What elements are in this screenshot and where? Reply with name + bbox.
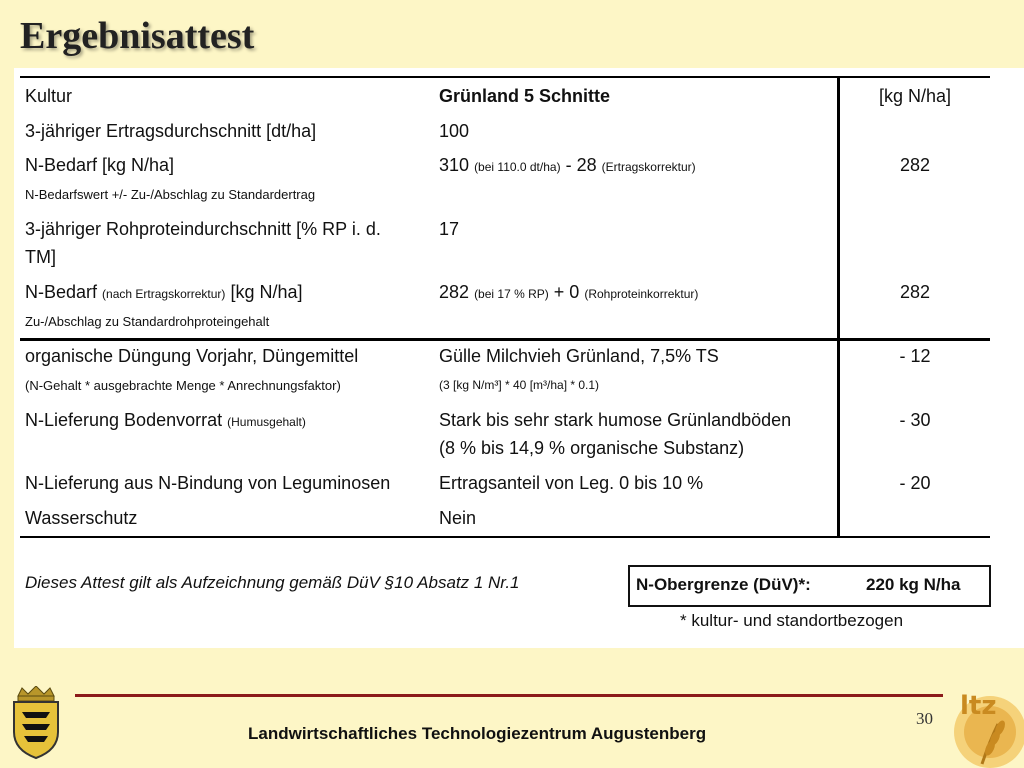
row-value: Stark bis sehr stark humose Grünlandböden xyxy=(439,410,792,430)
row-value: Nein xyxy=(439,508,477,528)
label-main: N-Lieferung Bodenvorrat xyxy=(25,410,223,430)
row-label: organische Düngung Vorjahr, Düngemittel xyxy=(25,346,359,366)
limit-label: N-Obergrenze (DüV)*: xyxy=(636,575,811,594)
ltz-logo-icon xyxy=(940,684,1024,768)
row-label: Wasserschutz xyxy=(25,508,138,528)
value-main: 282 xyxy=(439,282,470,302)
table-bottom-rule xyxy=(20,536,990,538)
row-result: 282 xyxy=(899,282,931,302)
row-result: 282 xyxy=(899,155,931,175)
row-label xyxy=(25,410,306,431)
row-label: 3-jähriger Rohproteindurchschnitt [% RP i. d. xyxy=(25,219,381,239)
row-sublabel: Zu-/Abschlag zu Standardrohproteingehalt xyxy=(25,314,270,329)
table-mid-rule xyxy=(20,338,990,341)
svg-text:ltz: ltz xyxy=(960,691,997,721)
row-value xyxy=(439,155,696,176)
page-number: 30 xyxy=(916,709,933,728)
value-note: (Ertragskorrektur) xyxy=(601,160,696,174)
row-result: - 20 xyxy=(899,473,931,493)
row-sublabel: (N-Gehalt * ausgebrachte Menge * Anrechnungsfaktor) xyxy=(25,378,341,393)
row-value: Ertragsanteil von Leg. 0 bis 10 % xyxy=(439,473,704,493)
row-sublabel: N-Bedarfswert +/- Zu-/Abschlag zu Standardertrag xyxy=(25,187,316,202)
table-top-rule xyxy=(20,76,990,78)
value-main: + 0 xyxy=(553,282,580,302)
row-value: 100 xyxy=(439,121,470,141)
row-label-cont: TM] xyxy=(25,247,56,267)
label-main: [kg N/ha] xyxy=(230,282,303,302)
value-main: 310 xyxy=(439,155,470,175)
row-value-note: (3 [kg N/m³] * 40 [m³/ha] * 0.1) xyxy=(439,378,600,392)
row-label xyxy=(25,282,302,303)
column-divider xyxy=(837,76,840,538)
value-main: - 28 xyxy=(560,155,597,175)
limit-value: 220 kg N/ha xyxy=(866,575,961,594)
row-value-cont: (8 % bis 14,9 % organische Substanz) xyxy=(439,438,745,458)
row-label: 3-jähriger Ertragsdurchschnitt [dt/ha] xyxy=(25,121,317,141)
n-limit-box xyxy=(628,565,991,607)
limit-footnote: * kultur- und standortbezogen xyxy=(680,611,904,630)
row-label: N-Bedarf [kg N/ha] xyxy=(25,155,175,175)
row-value xyxy=(439,282,698,303)
content-panel xyxy=(14,68,1024,648)
row-result: - 30 xyxy=(899,410,931,430)
slide-title: Ergebnisattest xyxy=(20,15,255,57)
coat-of-arms-icon xyxy=(8,686,64,760)
value-note: (Rohproteinkorrektur) xyxy=(584,287,699,301)
footer-organization: Landwirtschaftliches Technologiezentrum Augustenberg xyxy=(248,724,707,743)
row-value: Grünland 5 Schnitte xyxy=(439,86,611,106)
value-note: (bei 110.0 dt/ha) xyxy=(474,160,561,174)
label-note: (nach Ertragskorrektur) xyxy=(102,287,226,301)
footer-rule xyxy=(75,694,943,697)
row-label: N-Lieferung aus N-Bindung von Leguminosen xyxy=(25,473,391,493)
row-label: Kultur xyxy=(25,86,73,106)
value-note: (bei 17 % RP) xyxy=(474,287,549,301)
label-note: (Humusgehalt) xyxy=(227,415,306,429)
column-unit-header: [kg N/ha] xyxy=(878,86,952,106)
row-value: 17 xyxy=(439,219,460,239)
row-result: - 12 xyxy=(899,346,931,366)
attest-note: Dieses Attest gilt als Aufzeichnung gemäß DüV §10 Absatz 1 Nr.1 xyxy=(25,573,520,592)
row-value: Gülle Milchvieh Grünland, 7,5% TS xyxy=(439,346,719,366)
label-main: N-Bedarf xyxy=(25,282,98,302)
